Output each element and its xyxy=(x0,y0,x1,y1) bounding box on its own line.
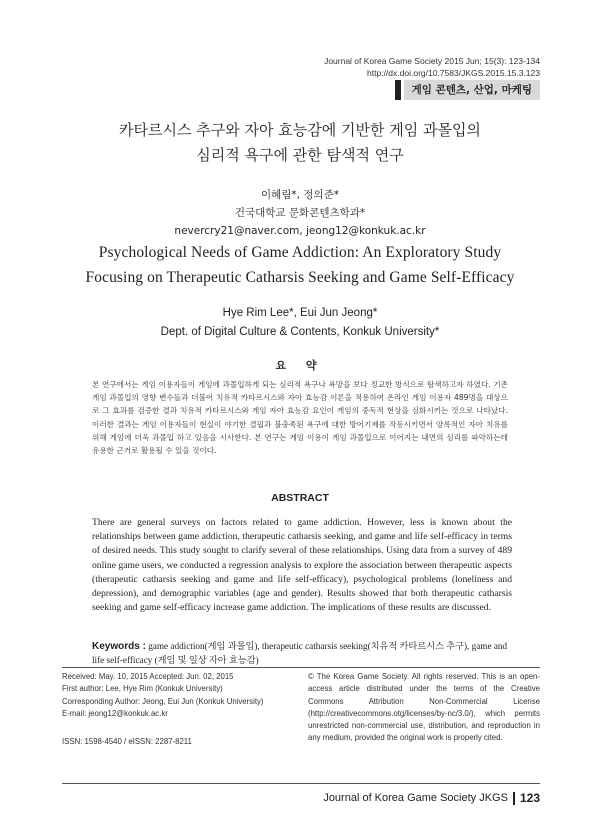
korean-authors xyxy=(0,186,600,240)
keywords xyxy=(92,640,512,667)
english-title-line-1: Psychological Needs of Game Addiction: An Exploratory Study xyxy=(98,244,502,261)
keywords-label: Keywords : xyxy=(92,641,146,652)
journal-citation: Journal of Korea Game Society 2015 Jun; 15(3): 123-134 xyxy=(324,56,540,66)
author-emails: nevercry21@naver.com, jeong12@konkuk.ac.kr xyxy=(174,225,426,237)
abstract-text: There are general surveys on factors related to game addiction. However, less is known about the relationships between game addiction, therapeutic catharsis seeking, and game and life self-efficacy in terms of desired needs. This study sought to clarify several of these relationships. Using data from a survey of 489 online game users, we conducted a regression analysis to explore the association between therapeutic aspects (therapeutic catharsis seeking and game and life self-efficacy), psychological problems (loneliness and depression), and demographic variables (age and gender). Results showed that both therapeutic catharsis seeking and game self-efficacy increase game addiction. The implications of these results are discussed. xyxy=(92,517,512,614)
section-label: 게임 콘텐츠, 산업, 마케팅 xyxy=(404,80,540,100)
journal-header xyxy=(324,55,540,79)
english-title xyxy=(0,240,600,290)
korean-author-names: 이혜림*, 정의준* xyxy=(260,189,340,201)
corresponding-author-info: Corresponding Author: Jeong, Eui Jun (Konkuk University) xyxy=(62,696,264,706)
footer-journal-name: Journal of Korea Game Society JKGS xyxy=(323,792,508,804)
english-affiliation: Dept. of Digital Culture & Contents, Konkuk University* xyxy=(160,326,440,338)
footer-divider xyxy=(62,783,540,784)
info-divider xyxy=(62,667,540,668)
corresponding-email: E-mail: jeong12@konkuk.ac.kr xyxy=(62,708,168,718)
page-footer xyxy=(323,790,540,806)
english-title-line-2: Focusing on Therapeutic Catharsis Seeking and Game Self-Efficacy xyxy=(85,269,515,286)
article-info xyxy=(62,671,294,748)
section-banner-bar xyxy=(395,80,401,100)
korean-title-line-2: 심리적 욕구에 관한 탐색적 연구 xyxy=(196,146,404,164)
first-author-info: First author: Lee, Hye Rim (Konkuk University) xyxy=(62,684,223,694)
footer-separator xyxy=(513,792,515,805)
section-banner xyxy=(395,80,540,100)
license-notice: © The Korea Game Society. All rights reserved. This is an open-access article distributed under the terms of the Creative Commons Attribution Non-Commercial License (http://creativecommons.otg/licenses/by-nc/3.0/), which permits unrestricted non-commercial use, distribution, and reproduction in any medium, provided the original work is properly cited. xyxy=(308,672,540,743)
english-author-names: Hye Rim Lee*, Eui Jun Jeong* xyxy=(222,307,378,319)
english-authors xyxy=(0,304,600,342)
abstract-heading: ABSTRACT xyxy=(271,492,329,504)
page-number: 123 xyxy=(519,791,540,805)
doi-link[interactable]: http://dx.doi.org/10.7583/JKGS.2015.15.3.123 xyxy=(367,68,540,78)
korean-summary-text: 본 연구에서는 게임 이용자들이 게임에 과몰입하게 되는 심리적 욕구나 욕망을 보다 정교한 방식으로 탐색하고자 하였다. 기존 게임 과몰입의 영향 변수들과 더불어 치유적 카타르시스와 자아 효능감 이론을 적용하여 온라인 게임 이용자 489명을 대상으로 그 효과를 검증한 결과 치유적 카타르시스와 게임 자아 효능감 요인이 게임의 중독적 현상을 심화시키는 것으로 나타났다. 이러한 결과는 게임 이용자들이 현실이 야기한 결핍과 불충족된 욕구에 대한 방어기제를 작동시키면서 양록적인 자아 치유를 위해 게임에 더욱 과몰입 하고 있음을 시사한다. 본 연구는 게임 이용이 게임 과몰입으로 이어지는 내면의 심리를 파악하는데 유용한 근거로 활용될 수 있을 것이다. xyxy=(92,380,508,456)
korean-affiliation: 건국대학교 문화콘텐츠학과* xyxy=(234,207,366,219)
keywords-text: game addiction(게임 과몰입), therapeutic catharsis seeking(치유적 카타르시스 추구), game and life self-efficacy (게임 및 일상 자아 효능감) xyxy=(92,641,508,665)
korean-summary-heading: 요 약 xyxy=(275,359,325,372)
issn: ISSN: 1598-4540 / eISSN: 2287-8211 xyxy=(62,737,192,747)
received-accepted-dates: Received: May. 10, 2015 Accepted: Jun. 02, 2015 xyxy=(62,672,234,681)
korean-title xyxy=(0,118,600,168)
korean-title-line-1: 카타르시스 추구와 자아 효능감에 기반한 게임 과몰입의 xyxy=(119,121,481,139)
